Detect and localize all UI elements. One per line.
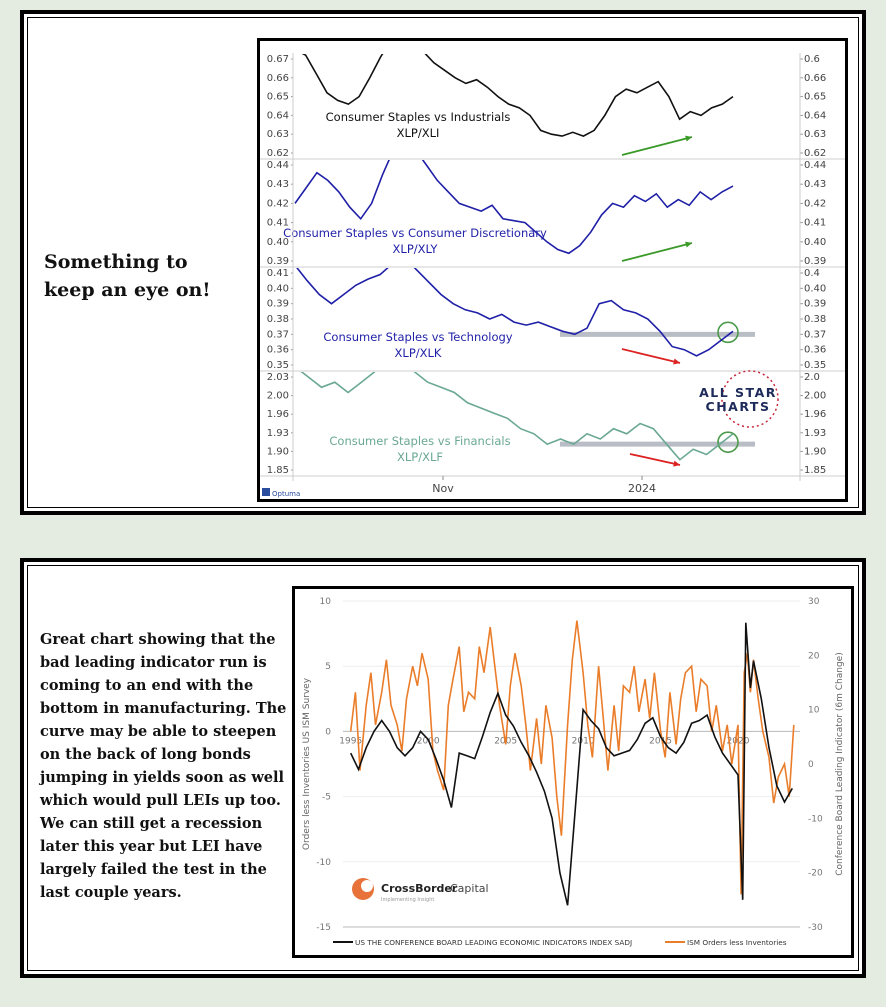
y-tick-label-left: 0.62 xyxy=(266,148,289,159)
trend-arrow-1 xyxy=(622,137,692,155)
tweet-panel-1 xyxy=(20,10,866,515)
y-tick-label-left: 0.37 xyxy=(266,329,289,341)
y-tick-label-right: 0.63 xyxy=(804,129,827,141)
y-tick-label-right: 0.64 xyxy=(804,110,827,122)
x-tick-label: 2005 xyxy=(494,736,518,747)
y-tick-label-right: 0.6 xyxy=(804,54,820,65)
relative-strength-chart xyxy=(260,41,845,499)
x-tick-label: 2015 xyxy=(649,736,673,747)
watermark-line-1: ALL STAR xyxy=(699,385,777,400)
y-tick-label-left: 1.96 xyxy=(266,409,289,421)
ism-vs-lei-chart xyxy=(295,589,851,955)
y-tick-label-left: 5 xyxy=(325,662,331,673)
y-tick-label-right: 0.37 xyxy=(804,329,827,341)
y-tick-label-right: 2.00 xyxy=(804,390,827,402)
crossborder-logo-tagline: Implementing Insight xyxy=(381,897,435,903)
y-tick-label-left: 0.35 xyxy=(266,360,289,371)
trend-arrow-2 xyxy=(622,243,692,261)
y-axis-title-left: Orders less Inventories US ISM Survey xyxy=(302,677,312,851)
y-tick-label-left: 0.67 xyxy=(266,54,289,65)
crossborder-logo-text-2: Capital xyxy=(450,882,489,895)
y-tick-label-right: -10 xyxy=(808,814,823,825)
y-tick-label-left: 1.93 xyxy=(266,427,289,439)
optuma-logo-text: Optuma xyxy=(272,490,301,498)
panel-title-2: Consumer Staples vs Consumer Discretionary xyxy=(283,226,547,240)
x-tick-label: 2010 xyxy=(571,736,595,747)
y-axis-title-right: Conference Board Leading Indicator (6m Change) xyxy=(835,652,845,876)
y-tick-label-right: 0.35 xyxy=(804,360,827,371)
panel-ticker-3: XLP/XLK xyxy=(394,346,442,360)
panel-title-1: Consumer Staples vs Industrials xyxy=(325,110,511,124)
y-tick-label-left: 10 xyxy=(319,597,331,607)
trend-arrowhead-4 xyxy=(673,461,680,467)
y-tick-label-left: -10 xyxy=(316,857,331,868)
y-tick-label-right: 0.66 xyxy=(804,72,827,84)
x-tick-label: 2024 xyxy=(628,482,656,495)
y-tick-label-left: 0.41 xyxy=(266,268,289,279)
y-tick-label-left: 0.65 xyxy=(266,91,289,103)
y-tick-label-right: 0.40 xyxy=(804,236,827,248)
y-tick-label-right: 0.40 xyxy=(804,283,827,295)
y-tick-label-left: 1.90 xyxy=(266,446,289,458)
x-tick-label: Nov xyxy=(432,482,454,495)
y-tick-label-right: 0.43 xyxy=(804,179,827,191)
y-tick-label-right: 1.96 xyxy=(804,409,827,421)
y-tick-label-right: 0 xyxy=(808,760,814,770)
legend-label-lei: US THE CONFERENCE BOARD LEADING ECONOMIC INDICATORS INDEX SADJ xyxy=(355,938,633,947)
y-tick-label-left: 0.39 xyxy=(266,298,289,310)
y-tick-label-left: 0.43 xyxy=(266,179,289,191)
y-tick-label-left: 2.00 xyxy=(266,390,289,402)
panel-2-inner-border xyxy=(27,565,859,971)
panel-2-caption: Great chart showing that the bad leading indicator run is coming to an end with the bottom in manufacturing. The curve may be able to steepen on the back of long bonds jumping in yields soon as well which would pull LEIs up too. We can still get a recession later this year but LEI have largely failed the test in the last couple years. xyxy=(40,631,287,901)
panel-title-4: Consumer Staples vs Financials xyxy=(329,434,511,448)
y-tick-label-right: 0.4 xyxy=(804,268,820,279)
panel-1-inner-border xyxy=(27,17,859,508)
y-tick-label-right: 1.93 xyxy=(804,427,827,439)
y-tick-label-left: 0.63 xyxy=(266,129,289,141)
y-tick-label-left: 0.40 xyxy=(266,236,289,248)
watermark-line-2: CHARTS xyxy=(705,399,771,414)
crossborder-logo-text: CrossBorder xyxy=(381,882,458,895)
relative-strength-chart-frame xyxy=(257,38,848,502)
tweet-panel-2 xyxy=(20,558,866,978)
y-tick-label-right: 30 xyxy=(808,597,820,607)
trend-arrow-3 xyxy=(622,349,680,363)
y-tick-label-right: 0.65 xyxy=(804,91,827,103)
ism-lei-chart-frame xyxy=(292,586,854,958)
y-tick-label-left: 0.42 xyxy=(266,198,289,210)
y-tick-label-left: -5 xyxy=(322,792,331,803)
y-tick-label-right: 0.39 xyxy=(804,256,827,267)
y-tick-label-left: 0 xyxy=(325,727,331,738)
panel-1-caption: Something to keep an eye on! xyxy=(44,251,211,301)
crossborder-logo-inner xyxy=(361,880,373,892)
panel-ticker-1: XLP/XLI xyxy=(396,126,440,140)
y-tick-label-right: 0.38 xyxy=(804,314,827,325)
y-tick-label-left: 2.03 xyxy=(266,372,289,383)
y-tick-label-left: 0.40 xyxy=(266,283,289,295)
panel-title-3: Consumer Staples vs Technology xyxy=(323,330,513,344)
y-tick-label-left: -15 xyxy=(316,923,331,933)
y-tick-label-right: 0.41 xyxy=(804,217,827,229)
x-tick-label: 1995 xyxy=(339,736,363,747)
panel-ticker-4: XLP/XLF xyxy=(397,450,443,464)
y-tick-label-right: 20 xyxy=(808,651,820,662)
y-tick-label-left: 0.66 xyxy=(266,72,289,84)
y-tick-label-right: 0.42 xyxy=(804,198,827,210)
y-tick-label-right: -30 xyxy=(808,923,823,933)
y-tick-label-left: 0.41 xyxy=(266,217,289,229)
y-tick-label-right: 1.85 xyxy=(804,465,827,476)
y-tick-label-right: 10 xyxy=(808,705,820,716)
y-tick-label-left: 0.36 xyxy=(266,344,289,356)
panel-ticker-2: XLP/XLY xyxy=(392,242,438,256)
y-tick-label-right: 2.0 xyxy=(804,372,820,383)
y-tick-label-right: -20 xyxy=(808,868,823,879)
y-tick-label-left: 0.38 xyxy=(266,314,289,325)
legend-label-ism: ISM Orders less Inventories xyxy=(687,938,787,947)
y-tick-label-right: 0.39 xyxy=(804,298,827,310)
y-tick-label-right: 1.90 xyxy=(804,446,827,458)
optuma-logo-icon xyxy=(262,488,270,496)
x-tick-label: 2020 xyxy=(726,736,750,747)
y-tick-label-right: 0.62 xyxy=(804,148,827,159)
x-tick-label: 2000 xyxy=(416,736,440,747)
y-tick-label-left: 1.85 xyxy=(266,465,289,476)
y-tick-label-left: 0.39 xyxy=(266,256,289,267)
y-tick-label-right: 0.44 xyxy=(804,160,827,171)
y-tick-label-left: 0.44 xyxy=(266,160,289,171)
y-tick-label-right: 0.36 xyxy=(804,344,827,356)
y-tick-label-left: 0.64 xyxy=(266,110,289,122)
trend-arrow-4 xyxy=(630,454,680,465)
